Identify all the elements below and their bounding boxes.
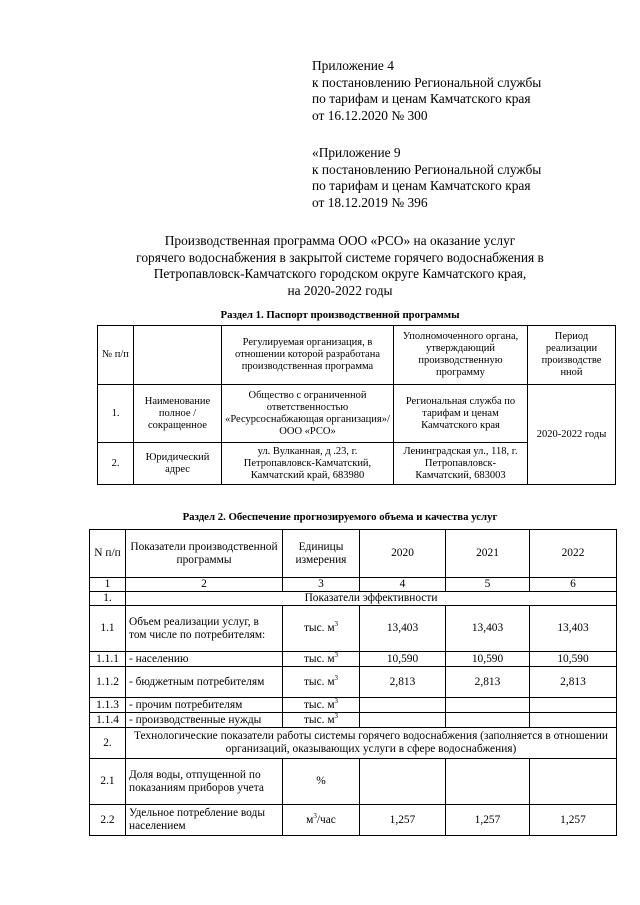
header-num: N п/п	[90, 530, 126, 578]
header-num: № п/п	[98, 326, 134, 385]
value-2021: 2,813	[446, 667, 530, 698]
row-unit	[283, 805, 360, 836]
unit-text: %	[316, 775, 326, 787]
period-value: 2020-2022 годы	[528, 385, 616, 485]
value-2022	[530, 759, 617, 805]
value-2020: 1,257	[360, 805, 446, 836]
column-number: 4	[360, 578, 446, 592]
unit-superscript: 3	[334, 712, 339, 720]
row-label: Наименование полное / сокращенное	[134, 385, 222, 443]
table-row	[90, 698, 617, 713]
section-2-heading: Раздел 2. Обеспечение прогнозируемого объема и качества услуг	[182, 511, 498, 523]
value-2022: 2,813	[530, 667, 617, 698]
group-row	[90, 592, 617, 606]
header-authority: Уполномоченного органа, утверждающий производственную программу	[394, 326, 528, 385]
table-row	[90, 713, 617, 728]
value-2022: 13,403	[530, 606, 617, 652]
unit-text: тыс. м	[303, 675, 335, 688]
column-number: 1	[90, 578, 126, 592]
row-unit	[283, 759, 360, 805]
header-year-2021: 2021	[446, 530, 530, 578]
table-header-row	[98, 326, 616, 385]
appendix-line: к постановлению Региональной службы	[312, 161, 542, 177]
unit-text: тыс. м	[303, 622, 335, 634]
column-number: 2	[126, 578, 283, 592]
value-2022	[530, 713, 617, 728]
group-num: 2.	[90, 728, 126, 759]
unit-text: тыс. м	[303, 652, 335, 665]
value-2021: 10,590	[446, 652, 530, 667]
row-label: Доля воды, отпущенной по показаниям приборов учета	[126, 759, 283, 805]
column-number: 5	[446, 578, 530, 592]
unit-tail: /час	[316, 813, 336, 826]
unit-text: тыс. м	[303, 698, 335, 711]
header-indicator: Показатели производственной программы	[126, 530, 283, 578]
header-blank	[134, 326, 222, 385]
row-num: 1.	[98, 385, 134, 443]
unit-text: тыс. м	[303, 713, 335, 726]
group-label: Показатели эффективности	[126, 592, 617, 606]
value-2021: 1,257	[446, 805, 530, 836]
table-row	[90, 667, 617, 698]
header-unit: Единицы измерения	[283, 530, 360, 578]
document-title	[40, 233, 640, 299]
row-label: - производственные нужды	[126, 713, 283, 728]
appendix-4-reference	[312, 58, 541, 124]
title-line: Петропавловск-Камчатского городском округе Камчатского края,	[153, 266, 527, 281]
organization-name: Общество с ограниченной ответственностью «Ресурсоснабжающая организация»/ООО «РСО»	[222, 385, 394, 443]
row-num: 1.1.2	[90, 667, 126, 698]
appendix-line: Приложение 4	[312, 58, 394, 73]
table-row	[90, 652, 617, 667]
value-2021: 13,403	[446, 606, 530, 652]
appendix-line: по тарифам и ценам Камчатского края	[312, 178, 531, 193]
group-num: 1.	[90, 592, 126, 606]
appendix-9-reference	[312, 145, 541, 211]
column-number: 6	[530, 578, 617, 592]
authority-name: Региональная служба по тарифам и ценам Камчатского края	[394, 385, 528, 443]
row-unit	[283, 667, 360, 698]
row-unit	[283, 698, 360, 713]
header-year-2020: 2020	[360, 530, 446, 578]
row-label: - прочим потребителям	[126, 698, 283, 713]
column-number-row	[90, 578, 617, 592]
column-number: 3	[283, 578, 360, 592]
unit-text: м	[306, 813, 314, 826]
row-num: 2.1	[90, 759, 126, 805]
header-year-2022: 2022	[530, 530, 617, 578]
service-volume-table	[89, 529, 617, 836]
table-row	[90, 805, 617, 836]
value-2020: 10,590	[360, 652, 446, 667]
row-label: - населению	[126, 652, 283, 667]
value-2020: 2,813	[360, 667, 446, 698]
authority-address: Ленинградская ул., 118, г. Петропавловск-Камчатский, 683003	[394, 443, 528, 485]
row-label: Объем реализации услуг, в том числе по потребителям:	[126, 606, 283, 652]
row-num: 1.1.3	[90, 698, 126, 713]
appendix-line: к постановлению Региональной службы	[312, 74, 542, 90]
group-row	[90, 728, 617, 759]
group-label: Технологические показатели работы системы горячего водоснабжения (заполняется в отношении организаций, оказывающих услуги в сфере водоснабжения)	[126, 728, 617, 759]
table-row	[98, 385, 616, 443]
value-2020	[360, 759, 446, 805]
header-period: Период реализации производстве нной	[528, 326, 616, 385]
unit-superscript: 3	[334, 620, 339, 629]
value-2021	[446, 698, 530, 713]
table-row	[90, 606, 617, 652]
organization-address: ул. Вулканная, д .23, г. Петропавловск-Камчатский, Камчатский край, 683980	[222, 443, 394, 485]
row-label: Юридический адрес	[134, 443, 222, 485]
value-2022: 10,590	[530, 652, 617, 667]
row-label: Удельное потребление воды населением	[126, 805, 283, 836]
row-unit	[283, 606, 360, 652]
appendix-line: «Приложение 9	[312, 145, 401, 160]
value-2021	[446, 759, 530, 805]
table-row	[90, 759, 617, 805]
unit-superscript: 3	[334, 651, 339, 659]
title-line: Производственная программа ООО «РСО» на оказание услуг	[164, 233, 516, 248]
unit-superscript: 3	[313, 811, 317, 820]
row-unit	[283, 652, 360, 667]
row-num: 1.1	[90, 606, 126, 652]
row-label: - бюджетным потребителям	[126, 667, 283, 698]
value-2021	[446, 713, 530, 728]
section-1-heading: Раздел 1. Паспорт производственной программы	[220, 309, 460, 321]
value-2020	[360, 698, 446, 713]
row-num: 2.2	[90, 805, 126, 836]
appendix-line: от 16.12.2020 № 300	[312, 107, 428, 123]
title-line: на 2020-2022 годы	[287, 282, 393, 298]
row-num: 1.1.4	[90, 713, 126, 728]
unit-superscript: 3	[334, 673, 339, 682]
unit-superscript: 3	[334, 697, 339, 705]
row-unit	[283, 713, 360, 728]
value-2020	[360, 713, 446, 728]
value-2020: 13,403	[360, 606, 446, 652]
row-num: 1.1.1	[90, 652, 126, 667]
appendix-line: от 18.12.2019 № 396	[312, 194, 428, 210]
value-2022: 1,257	[530, 805, 617, 836]
program-passport-table	[97, 325, 616, 485]
appendix-line: по тарифам и ценам Камчатского края	[312, 91, 531, 106]
value-2022	[530, 698, 617, 713]
header-organization: Регулируемая организация, в отношении которой разработана производственная программа	[222, 326, 394, 385]
title-line: горячего водоснабжения в закрытой системе горячего водоснабжения в	[136, 249, 544, 265]
row-num: 2.	[98, 443, 134, 485]
table-header-row	[90, 530, 617, 578]
